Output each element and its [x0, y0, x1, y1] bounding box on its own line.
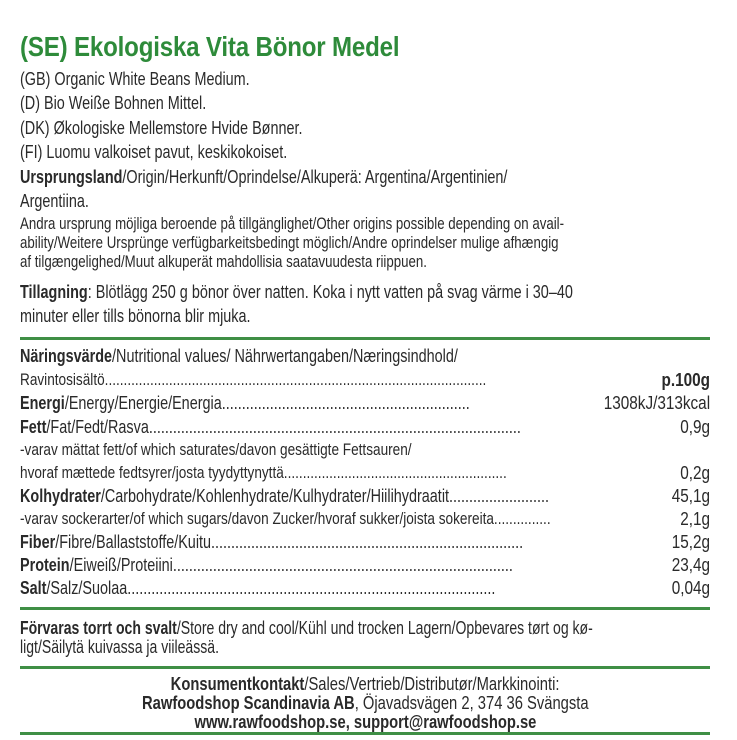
origin-note-3: af tilgængelighed/Muut alkuperät mahdollisia saatavuudesta riippuen.: [20, 252, 427, 271]
nutrition-row-carbohydrate: [20, 485, 710, 507]
contact-line-2: [20, 693, 710, 713]
nutrition-header-text: /Nutritional values/ Nährwertangaben/Næringsindhold/: [112, 346, 458, 366]
row-value: 15,2g: [671, 532, 710, 552]
storage-label: Förvaras torrt och svalt: [20, 618, 177, 638]
row-label-bold: Fett: [20, 417, 47, 437]
storage-line-1: [20, 618, 593, 638]
preparation-text: : Blötlägg 250 g bönor över natten. Koka i nytt vatten på svag värme i 30–40: [87, 282, 573, 302]
translation-gb: (GB) Organic White Beans Medium.: [20, 69, 250, 89]
row-value: 0,9g: [680, 417, 710, 437]
row-label-bold: Energi: [20, 393, 65, 413]
row-label-bold: Salt: [20, 578, 47, 598]
contact-line-3: [20, 712, 710, 732]
nutrition-row-sugars: [20, 508, 710, 530]
row-label-text: /Energy/Energie/Energia..............................................................: [64, 393, 470, 413]
origin-note-2: ability/Weitere Ursprünge verfügbarkeitsbedingt möglich/Andre oprindelser mulige afhængig: [20, 233, 559, 252]
nutrition-row-energy: [20, 392, 710, 414]
row-value: 2,1g: [680, 509, 710, 529]
nutrition-header: [20, 345, 710, 367]
row-label-bold: Kolhydrater: [20, 486, 101, 506]
divider: [20, 732, 710, 735]
storage-line-2: ligt/Säilytä kuivassa ja viileässä.: [20, 637, 219, 657]
row-label-bold: Fiber: [20, 532, 56, 552]
row-value: 0,04g: [671, 578, 710, 598]
website-email[interactable]: www.rawfoodshop.se, support@rawfoodshop.se: [194, 712, 536, 732]
row-value: 0,2g: [680, 463, 710, 483]
nutrition-row-saturates-2: [20, 462, 710, 484]
row-label-text: /Eiweiß/Proteiini.....................................................................................: [69, 555, 513, 575]
origin-note-1: Andra ursprung möjliga beroende på tillgänglighet/Other origins possible depending on avail-: [20, 214, 565, 233]
origin-label: Ursprungsland: [20, 167, 123, 187]
origin-line-1: [20, 166, 507, 188]
row-label-text: hvoraf mættede fedtsyrer/josta tyydyttynyttä...........................................................: [20, 463, 507, 482]
preparation-line-1: [20, 281, 573, 303]
contact-roles: /Sales/Vertrieb/Distributør/Markkinointi:: [304, 674, 560, 694]
nutrition-header-label: Näringsvärde: [20, 346, 113, 366]
divider: [20, 666, 710, 669]
row-label-text: -varav sockerarter/of which sugars/davon Zucker/hvoraf sukker/joista sokereita...............: [20, 509, 551, 528]
row-value: 23,4g: [671, 555, 710, 575]
nutrition-header-line-2: Ravintosisältö.....................................................................................................: [20, 370, 487, 389]
divider: [20, 607, 710, 610]
nutrition-row-fat: [20, 416, 710, 438]
contact-line-1: [20, 674, 710, 694]
row-label-text: -varav mättat fett/of which saturates/davon gesättigte Fettsauren/: [20, 440, 412, 459]
row-label-text: /Fibre/Ballaststoffe/Kuitu..............................................................................: [55, 532, 524, 552]
translation-dk: (DK) Økologiske Mellemstore Hvide Bønner.: [20, 118, 303, 138]
origin-line-2: Argentiina.: [20, 191, 89, 211]
per-100g-label: p.100g: [661, 370, 710, 390]
row-label-text: /Salz/Suolaa............................................................................................: [46, 578, 496, 598]
row-label-bold: Protein: [20, 555, 70, 575]
storage-text: /Store dry and cool/Kühl und trocken Lagern/Opbevares tørt og kø-: [176, 618, 593, 638]
row-label-text: /Carbohydrate/Kohlenhydrate/Kulhydrater/Hiilihydraatit.........................: [100, 486, 550, 506]
translation-de: (D) Bio Weiße Bohnen Mittel.: [20, 93, 207, 113]
nutrition-row-fibre: [20, 531, 710, 553]
divider: [20, 337, 710, 340]
origin-text: /Origin/Herkunft/Oprindelse/Alkuperä: Argentina/Argentinien/: [122, 167, 508, 187]
nutrition-row-salt: [20, 577, 710, 599]
company-name: Rawfoodshop Scandinavia AB: [141, 693, 355, 713]
nutrition-row-saturates-1: [20, 439, 710, 461]
preparation-line-2: minuter eller tills bönorna blir mjuka.: [20, 306, 251, 326]
preparation-label: Tillagning: [20, 282, 88, 302]
translation-fi: (FI) Luomu valkoiset pavut, keskikokoiset.: [20, 142, 288, 162]
row-value: 45,1g: [671, 486, 710, 506]
company-address: , Öjavadsvägen 2, 374 36 Svängsta: [354, 693, 589, 713]
contact-label: Konsumentkontakt: [170, 674, 305, 694]
nutrition-header-row-2: [20, 369, 710, 391]
row-value: 1308kJ/313kcal: [603, 393, 710, 413]
nutrition-row-protein: [20, 554, 710, 576]
row-label-text: /Fat/Fedt/Rasva.............................................................................................: [46, 417, 521, 437]
product-title: (SE) Ekologiska Vita Bönor Medel: [20, 31, 400, 62]
